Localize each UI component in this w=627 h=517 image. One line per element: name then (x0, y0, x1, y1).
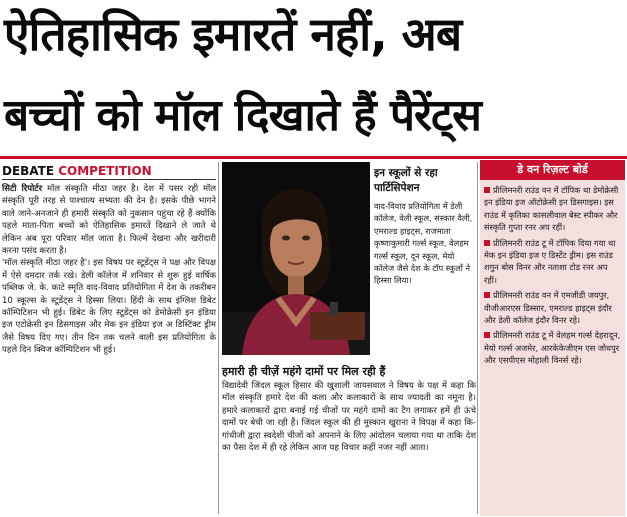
column-divider-right (477, 162, 478, 514)
participation-title: इन स्कूलों से रहा पार्टिसिपेशन (374, 167, 438, 194)
debate-label: DEBATE (2, 164, 55, 178)
debate-column (2, 162, 216, 357)
participant-photo (222, 162, 370, 355)
headline-line-2: बच्चों को मॉल दिखाते हैं पैरेंट्स (4, 90, 481, 141)
debate-paragraph-1-text: मॉल संस्कृति मीठा जहर है। देश में पसर रही मॉल संस्कृति पूरी तरह से पाश्चात्य सभ्यता की देन है। इसके पीछे भागने वाले जाने-अनजाने ही हमारी संस्कृति को नुकसान पहुंचा रहे हैं क्योंकि पहले माता-पिता बच्चों को ऐतिहासिक इमारतें दिखाने ले जाते थे लेकिन अब पूरा परिवार मॉल जाता है। फिल्में देखना और खरीदारी करना पसंद करता है। (2, 184, 216, 257)
result-item (484, 289, 621, 326)
headline-line-1: ऐतिहासिक इमारतें नहीं, अब (4, 7, 462, 61)
participation-column (374, 166, 476, 287)
result-item (484, 184, 621, 234)
debate-paragraph-2: 'मॉल संस्कृति मीठा जहर है'। इस विषय पर स्टूडेंट्स ने पक्ष और विपक्ष में ऐसे दमदार तर्क रखे। डेली कॉलेज में शनिवार से शुरू हुई वार्षिक पब्लिक जे. के. काटे स्मृति वाद-विवाद प्रतियोगिता में देश के तकरीबन 10 स्कूल्स के स्टूडेंट्स ने हिस्सा लिया। हिंदी के साथ इंग्लिश डिबेट कॉम्पिटिशन भी हुई। डिबेट के लिए स्टूडेंट्स को डेमोक्रेसी इन इंडिया इज एटोक्रेसी इन डिसगाइस और मेक इन इंडिया इज अ डिस्टिंक्ट ड्रीम जैसे विषय दिए गए। तीन दिन तक चलने वाली इस प्रतियोगिता के पहले दिन क्विज कॉम्पिटिशन भी हुई। (2, 258, 216, 356)
result-item-text: प्रीलिमनरी राउंड टू में वेलहम गर्ल्स देहरादून, मेयो गर्ल्स अजमेर, आरकेकेजीएम एस जोधपुर और एसपीएस मोहाली विनर्स रहे। (484, 330, 621, 366)
result-item (484, 237, 621, 287)
result-board-title: डे वन रिज़ल्ट बोर्ड (480, 160, 625, 180)
result-board (480, 160, 625, 516)
headline-rule (0, 156, 627, 159)
result-item-text: प्रीलिमनरी राउंड वन में एमजीडी जयपुर, वीजीआरएस डिस्सार, एमराल्ड हाइट्स इंदौर और डेली कॉलेज इंदौर विनर रहे। (484, 290, 612, 326)
bullet-icon (484, 292, 490, 298)
bullet-icon (484, 240, 490, 246)
debate-competition-label (2, 162, 216, 180)
story-body: विद्यादेवी जिंदल स्कूल हिसार की खुशाली जायसवाल ने विषय के पक्ष में कहा कि मॉल संस्कृति हमारे देश की कला और कलाकारों के साथ ज्यादती का नमूना है। हमारे कलाकारों द्वारा बनाई गई चीजों पर महंगे दामों का टैग लगाकर हमें ही ऊंचे दामों पर बेची जा रही हैं। जिंदल स्कूल की ही मुस्कान खुराना ने विपक्ष में कहा कि- गांधीजी द्वारा स्वदेशी चीजों को अपनाने के लिए आंदोलन चलाया गया था ताकि देश का पैसा देश में ही रहे लेकिन आज यह विचार कहीं नजर नहीं आता। (222, 381, 476, 454)
result-item-text: प्रीलिमनरी राउंड वन में टॉपिक था डेमोक्रेसी इन इंडिया इज ऑटोक्रेसी इन डिसगाइस। इस राउंड में कृतिका कासलीवाल बेस्ट स्पीकर और संस्कृति गुप्ता रनर अप रहीं। (484, 185, 619, 233)
result-item (484, 329, 621, 366)
bullet-icon (484, 332, 490, 338)
bullet-icon (484, 187, 490, 193)
story-headline: हमारी ही चीज़ें महंगे दामों पर मिल रही हैं (222, 365, 386, 378)
result-board-body (480, 180, 625, 516)
byline: सिटी रिपोर्टर (2, 184, 43, 194)
debate-body (2, 183, 216, 357)
result-item-text: प्रीलिमनरी राउंड टू में टॉपिक दिया गया था मेक इन इंडिया इज ए डिस्टेंट ड्रीम। इस राउंड शगुन बोस विनर और नताशा टोड रनर अप रहीं। (484, 237, 616, 285)
competition-label: COMPETITION (58, 164, 152, 178)
speaker-portrait-image (222, 162, 370, 355)
column-divider-left (218, 162, 219, 514)
debate-paragraph-1 (2, 183, 216, 257)
participation-text: वाद-विवाद प्रतियोगिता में डेली कॉलेज, वेली स्कूल, संस्कार वैली, एमराल्ड हाइट्स, राजमाता कृष्णाकुमारी गर्ल्स स्कूल, वेलहम गर्ल्स स्कूल, दून स्कूल, मेयो कॉलेज जैसे देश के टॉप स्कूलों ने हिस्सा लिया। (374, 201, 473, 286)
